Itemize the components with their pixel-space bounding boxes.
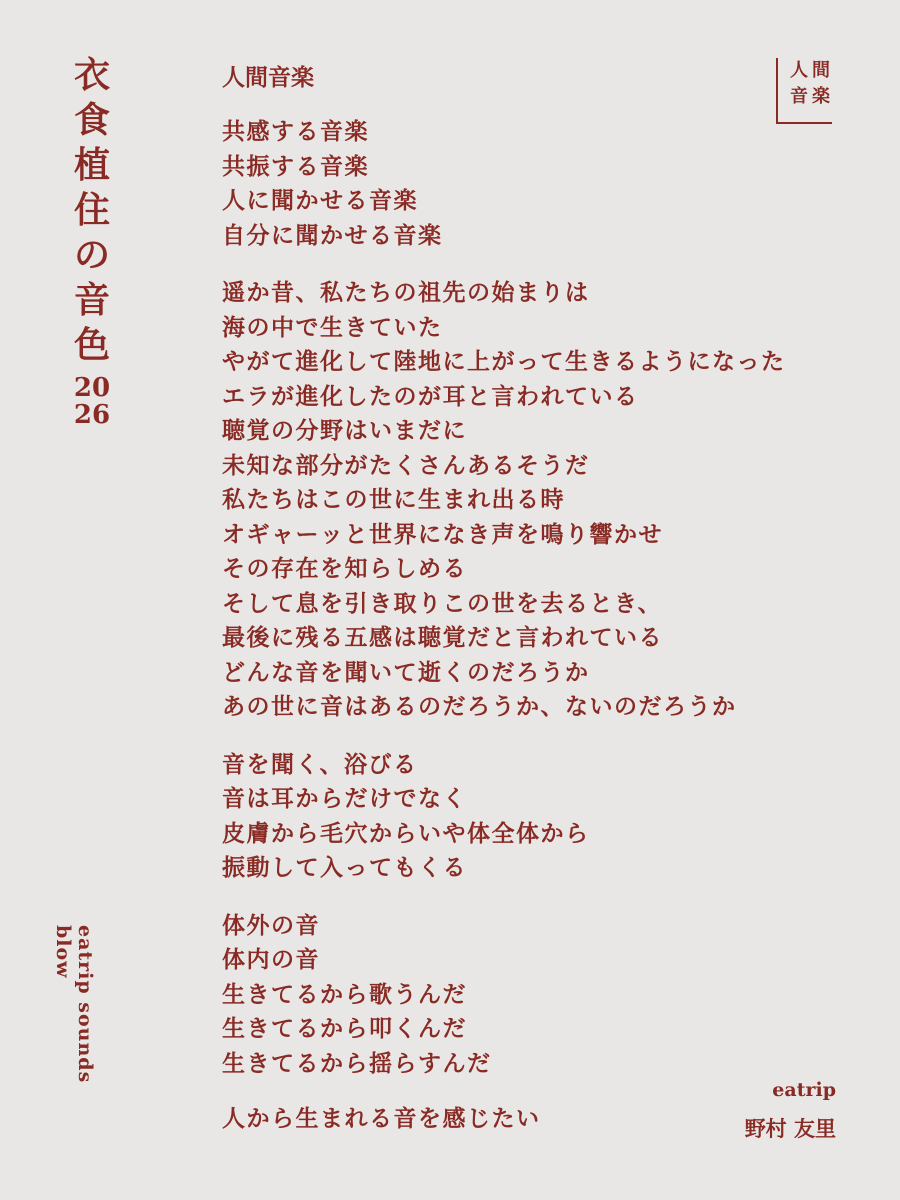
vertical-subtitle: eatrip sounds blow [52,925,96,1084]
title-year [74,375,110,429]
poem-line: 皮膚から毛穴からいや体全体から [222,819,590,847]
signature-name: 野村 友里 [744,1116,836,1141]
logo-char: 楽 [812,86,830,107]
poem-line: オギャーッと世界になき声を鳴り響かせ [222,520,663,548]
year-part: 26 [73,400,111,430]
poem-line: 生きてるから歌うんだ [222,980,467,1008]
signature-org: eatrip [772,1079,836,1101]
poem-body [222,115,842,1081]
poem-line: 生きてるから叩くんだ [222,1015,467,1042]
poem-line: どんな音を聞いて逝くのだろうか [222,658,590,686]
signature [745,1076,836,1144]
poem-title: 人間音楽 [222,64,314,91]
poem-line: その存在を知らしめる [222,555,467,582]
poem-stanza [222,748,842,886]
poem-line: エラが進化したのが耳と言われている [222,382,639,410]
poem-line: 最後に残る五感は聴覚だと言われている [222,624,663,651]
poem-stanza [222,909,842,1082]
poem-line: 聴覚の分野はいまだに [222,417,467,444]
year-part: 20 [73,373,111,403]
title-char: 音 [73,278,110,321]
poem-line: 自分に聞かせる音楽 [222,221,443,249]
poem-line: 共感する音楽 [222,118,369,145]
title-char: 食 [73,98,110,141]
poem-line: 海の中で生きていた [222,313,443,341]
logo-char: 間 [812,60,830,81]
poem-line: そして息を引き取りこの世を去るとき、 [222,589,663,617]
logo-char: 人 [790,60,808,81]
poem-closing-line: 人から生まれる音を感じたい [222,1105,541,1132]
poem-stanza [222,276,842,725]
poem-line: やがて進化して陸地に上がって生きるようになった [222,348,786,375]
poem-line: 生きてるから揺らすんだ [222,1049,492,1077]
poem-stanza [222,115,842,253]
poem-line: あの世に音はあるのだろうか、ないのだろうか [222,693,737,720]
logo-char: 音 [790,86,808,107]
title-char: 植 [73,143,110,186]
title-char: 衣 [73,53,110,96]
title-char: 色 [73,323,110,366]
poem-line: 人に聞かせる音楽 [222,187,418,214]
poem [222,60,842,1104]
poem-line: 共振する音楽 [222,152,369,180]
poem-line: 遥か昔、私たちの祖先の始まりは [222,279,590,306]
poem-line: 音は耳からだけでなく [222,785,467,812]
title-char: の [73,233,110,276]
vertical-title [70,52,114,429]
poem-line: 音を聞く、浴びる [222,750,418,778]
poem-line: 体内の音 [222,946,320,973]
title-char: 住 [73,188,110,231]
poem-line: 未知な部分がたくさんあるそうだ [222,451,590,479]
poem-line: 体外の音 [222,911,320,939]
poem-line: 私たちはこの世に生まれ出る時 [222,486,565,513]
poem-line: 振動して入ってもくる [222,854,467,881]
